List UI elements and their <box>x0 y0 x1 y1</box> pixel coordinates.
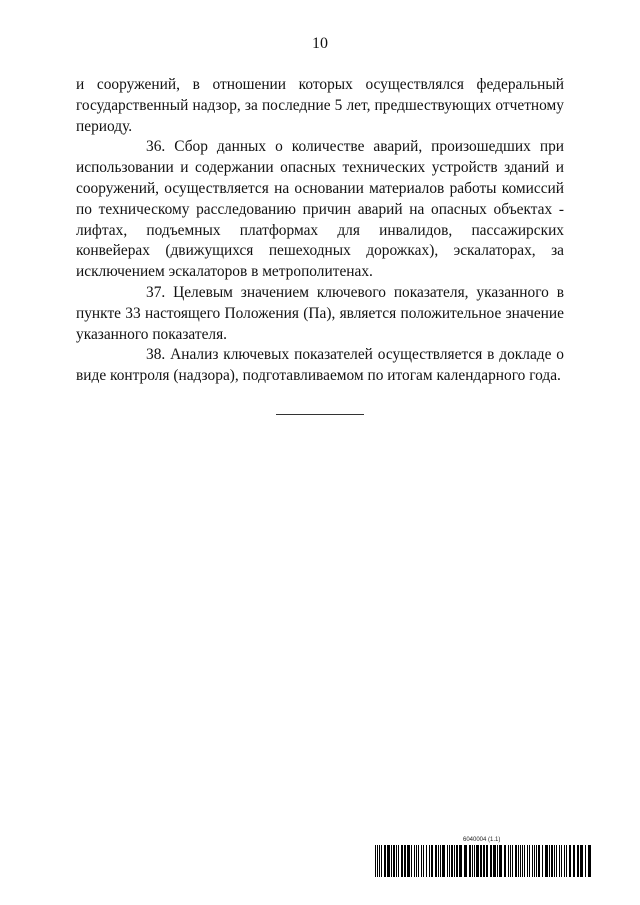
barcode-bar <box>451 845 453 877</box>
barcode-bar <box>387 845 390 877</box>
barcode-bar <box>472 845 473 877</box>
barcode-bar <box>483 845 485 877</box>
barcode-bar <box>532 845 533 877</box>
barcode-bar <box>393 845 395 877</box>
barcode-bar <box>512 845 513 877</box>
barcode-bar <box>476 845 479 877</box>
barcode-bar <box>435 845 437 877</box>
barcode-bar <box>542 845 543 877</box>
barcode-bar <box>438 845 439 877</box>
barcode-bar <box>588 845 591 877</box>
barcode-bar <box>431 845 433 877</box>
paragraph-38: 38. Анализ ключевых показателей осуществляется в докладе о виде контроля (надзора), подготавливаемом по итогам календарного года. <box>76 346 564 385</box>
barcode-bar <box>456 845 458 877</box>
barcode-bar <box>585 845 586 877</box>
barcode-bar <box>381 845 382 877</box>
barcode-bar <box>375 845 376 877</box>
barcode-bar <box>556 845 557 877</box>
paragraph-37: 37. Целевым значением ключевого показателя, указанного в пункте 33 настоящего Положения (Па), является положительное значение указанного показателя. <box>76 283 564 343</box>
barcode-bar <box>573 845 575 877</box>
barcode-bar <box>421 845 422 877</box>
barcode-bar <box>569 845 571 877</box>
barcode-bar <box>508 845 509 877</box>
document-body <box>76 75 564 387</box>
barcode-bar <box>404 845 406 877</box>
barcode-bar <box>440 845 441 877</box>
barcode-bar <box>529 845 530 877</box>
barcode-bar <box>398 845 399 877</box>
end-separator-line <box>276 414 364 415</box>
barcode-bar <box>391 845 392 877</box>
barcode-bar <box>447 845 448 877</box>
paragraph-continuation: и сооружений, в отношении которых осуществлялся федеральный государственный надзор, за последние 5 лет, предшествующих отчетному периоду. <box>76 76 564 135</box>
barcode-bar <box>423 845 424 877</box>
barcode-bar <box>580 845 583 877</box>
barcode-bar <box>527 845 528 877</box>
barcode-bar <box>554 845 555 877</box>
barcode-bar <box>411 845 412 877</box>
barcode-bar <box>545 845 548 877</box>
barcode-bar <box>520 845 521 877</box>
barcode-bar <box>414 845 415 877</box>
barcode-bar <box>524 845 525 877</box>
barcode-bar <box>384 845 386 877</box>
barcode-bar <box>499 845 502 877</box>
barcode-bar <box>480 845 482 877</box>
page-number: 10 <box>312 35 328 52</box>
barcode-bar <box>469 845 471 877</box>
barcode-bar <box>561 845 562 877</box>
barcode-bar <box>442 845 445 877</box>
barcode-bar <box>534 845 535 877</box>
paragraph-36: 36. Сбор данных о количестве аварий, произошедших при использовании и содержании опасных технических устройств зданий и сооружений, осуществляется на основании материалов работы комиссий по техническому расследованию причин аварий на опасных объектах - лифтах, подъемных платформах для инвалидов, пассажирских конвейерах (движущихся пешеходных дорожках), эскалаторах, за исключением эскалаторов в метрополитенах. <box>76 138 564 281</box>
barcode-bar <box>536 845 537 877</box>
barcode-bar <box>551 845 553 877</box>
barcode-bar <box>549 845 550 877</box>
barcode-bar <box>515 845 517 877</box>
barcode-bar <box>379 845 380 877</box>
barcode-code: 6040004 (1.1) <box>463 837 501 843</box>
barcode-bar <box>497 845 498 877</box>
barcode-bar <box>522 845 523 877</box>
barcode-bar <box>426 845 427 877</box>
barcode-bar <box>464 845 467 877</box>
barcode-bar <box>559 845 560 877</box>
barcode-bar <box>504 845 506 877</box>
barcode-bar <box>566 845 567 877</box>
barcode-bar <box>449 845 450 877</box>
barcode-bar <box>407 845 410 877</box>
barcode-bar <box>486 845 488 877</box>
barcode-bar <box>396 845 397 877</box>
barcode-bar <box>577 845 579 877</box>
barcode-bar <box>401 845 403 877</box>
barcode-bar <box>564 845 565 877</box>
barcode-bar <box>416 845 417 877</box>
barcode-bar <box>418 845 419 877</box>
barcode-bar <box>474 845 475 877</box>
barcode-bar <box>459 845 462 877</box>
barcode-bar <box>538 845 540 877</box>
barcode <box>375 845 591 877</box>
barcode-bar <box>429 845 430 877</box>
barcode-bar <box>454 845 455 877</box>
barcode-bar <box>493 845 496 877</box>
barcode-bar <box>377 845 378 877</box>
barcode-bar <box>490 845 492 877</box>
barcode-bar <box>518 845 519 877</box>
barcode-bar <box>510 845 511 877</box>
